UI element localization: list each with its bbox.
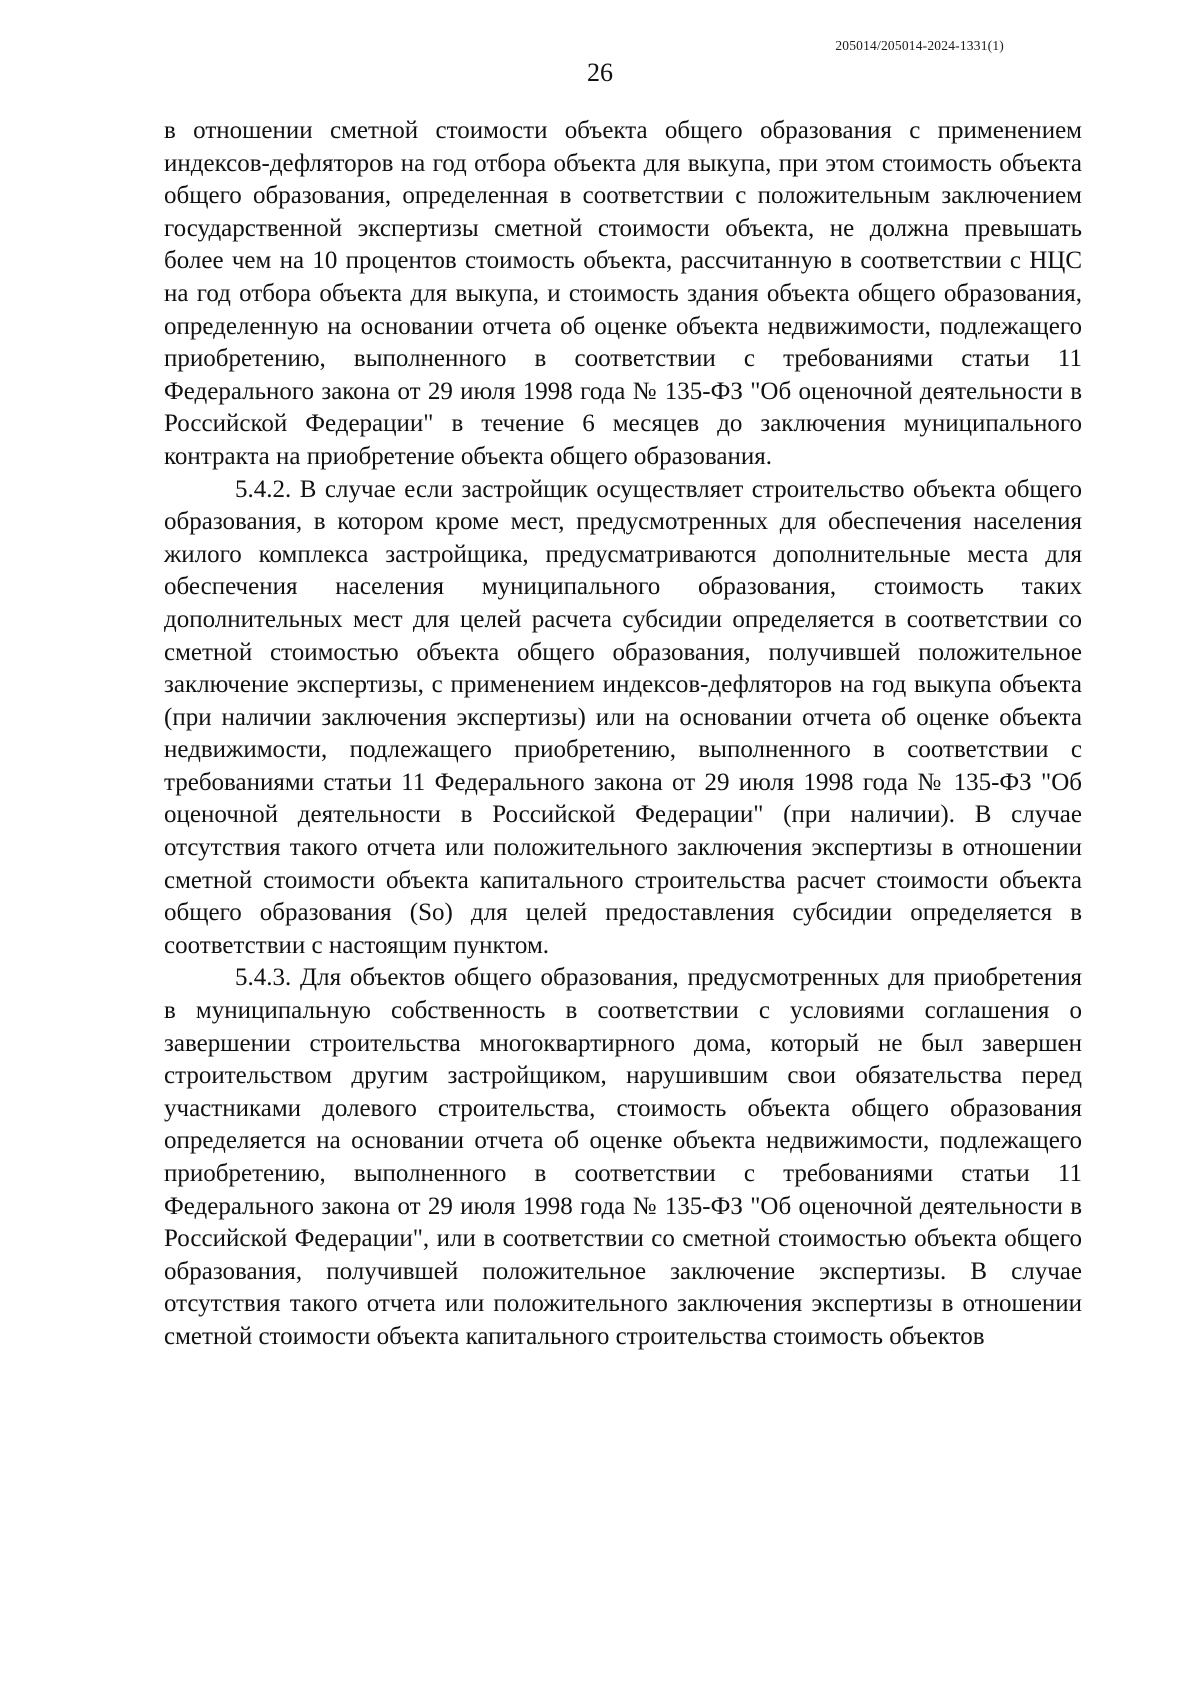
paragraph-continuation: в отношении сметной стоимости объекта общего образования с применением индексов-дефляторов на год отбора объекта для выкупа, при этом стоимость объекта общего образования, определенная в соответствии с положительным заключением государственной экспертизы сметной стоимости объекта, не должна превышать более чем на 10 процентов стоимость объекта, рассчитанную в соответствии с НЦС на год отбора объекта для выкупа, и стоимость здания объекта общего образования, определенную на основании отчета об оценке объекта недвижимости, подлежащего приобретению, выполненного в соответствии с требованиями статьи 11 Федерального закона от 29 июля 1998 года № 135-ФЗ "Об оценочной деятельности в Российской Федерации" в течение 6 месяцев до заключения муниципального контракта на приобретение объекта общего образования. [164, 117, 1082, 470]
paragraph-5-4-3: 5.4.3. Для объектов общего образования, предусмотренных для приобретения в муниципальную собственность в соответствии с условиями соглашения о завершении строительства многоквартирного дома, который не был завершен строительством другим застройщиком, нарушившим свои обязательства перед участниками долевого строительства, стоимость объекта общего образования определяется на основании отчета об оценке объекта недвижимости, подлежащего приобретению, выполненного в соответствии с требованиями статьи 11 Федерального закона от 29 июля 1998 года № 135-ФЗ "Об оценочной деятельности в Российской Федерации", или в соответствии со сметной стоимостью объекта общего образования, получившей положительное заключение экспертизы. В случае отсутствия такого отчета или положительного заключения экспертизы в отношении сметной стоимости объекта капитального строительства стоимость объектов [164, 964, 1082, 1350]
page-number: 26 [587, 58, 613, 87]
document-body [164, 115, 1082, 1354]
paragraph-5-4-2: 5.4.2. В случае если застройщик осуществляет строительство объекта общего образования, в котором кроме мест, предусмотренных для обеспечения населения жилого комплекса застройщика, предусматриваются дополнительные места для обеспечения населения муниципального образования, стоимость таких дополнительных мест для целей расчета субсидии определяется в соответствии со сметной стоимостью объекта общего образования, получившей положительное заключение экспертизы, с применением индексов-дефляторов на год выкупа объекта (при наличии заключения экспертизы) или на основании отчета об оценке объекта недвижимости, подлежащего приобретению, выполненного в соответствии с требованиями статьи 11 Федерального закона от 29 июля 1998 года № 135-ФЗ "Об оценочной деятельности в Российской Федерации" (при наличии). В случае отсутствия такого отчета или положительного заключения экспертизы в отношении сметной стоимости объекта капитального строительства расчет стоимости объекта общего образования (So) для целей предоставления субсидии определяется в соответствии с настоящим пунктом. [164, 475, 1082, 959]
document-registration-number: 205014/205014-2024-1331(1) [835, 38, 1004, 53]
